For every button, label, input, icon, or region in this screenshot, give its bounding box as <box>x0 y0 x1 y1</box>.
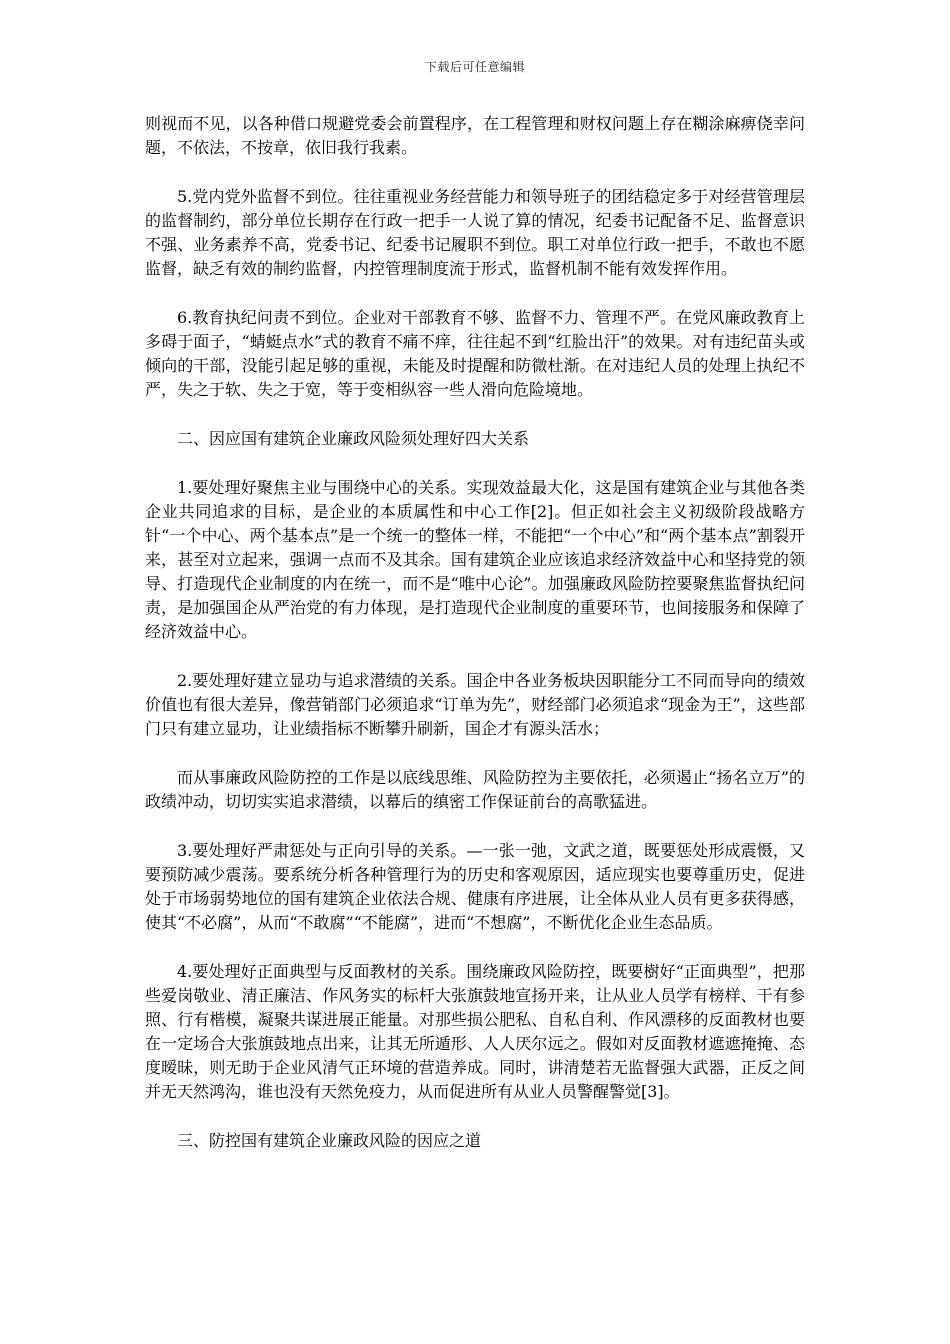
paragraph-item-6: 6.教育执纪问责不到位。企业对干部教育不够、监督不力、管理不严。在党风廉政教育上多碍于面子，“蜻蜓点水”式的教育不痛不痒，往往起不到“红脸出汗”的效果。对有违纪苗头或倾向的干部，没能引起足够的重视，未能及时提醒和防微杜渐。在对违纪人员的处理上执纪不严，失之于软、失之于宽，等于变相纵容一些人滑向危险境地。 <box>145 308 805 399</box>
section-heading-2: 二、因应国有建筑企业廉政风险须处理好四大关系 <box>177 429 530 448</box>
paragraph-relation-1: 1.要处理好聚焦主业与围绕中心的关系。实现效益最大化，这是国有建筑企业与其他各类企业共同追求的目标，是企业的本质属性和中心工作[2]。但正如社会主义初级阶段战略方针“一个中心、两个基本点”是一个统一的整体一样，不能把“一个中心”和“两个基本点”割裂开来，甚至对立起来，强调一点而不及其余。国有建筑企业应该追求经济效益中心和坚持党的领导、打造现代企业制度的内在统一，而不是“唯中心论”。加强廉政风险防控要聚焦监督执纪问责，是加强国企从严治党的有力体现，是打造现代企业制度的重要环节，也间接服务和保障了经济效益中心。 <box>145 478 805 641</box>
document-body <box>145 112 805 1178</box>
header-note: 下载后可任意编辑 <box>424 60 525 74</box>
section-heading-3: 三、防控国有建筑企业廉政风险的因应之道 <box>177 1131 482 1150</box>
paragraph-relation-3: 3.要处理好严肃惩处与正向引导的关系。—一张一弛，文武之道，既要惩处形成震慑，又要预防减少震荡。要系统分析各种管理行为的历史和客观原因，适应现实也要尊重历史，促进处于市场弱势地位的国有建筑企业依法合规、健康有序进展，让全体从业人员有更多获得感，使其“不必腐”，从而“不敢腐”“不能腐”，进而“不想腐”，不断优化企业生态品质。 <box>145 841 805 932</box>
paragraph-relation-4: 4.要处理好正面典型与反面教材的关系。围绕廉政风险防控，既要樹好“正面典型”，把那些爱岗敬业、清正廉洁、作风务实的标杆大张旗鼓地宣扬开来，让从业人员学有榜样、干有参照、行有楷模，凝聚共谋进展正能量。对那些损公肥私、自私自利、作风漂移的反面教材也要在一定场合大张旗鼓地点出来，让其无所遁形、人人厌尔远之。假如对反面教材遮遮掩掩、态度暧昧，则无助于企业风清气正环境的营造养成。同时，讲清楚若无监督强大武器，正反之间并无天然鸿沟，谁也没有天然免疫力，从而促进所有从业人员警醒警觉[3]。 <box>145 962 805 1101</box>
paragraph-relation-2: 2.要处理好建立显功与追求潜绩的关系。国企中各业务板块因职能分工不同而导向的绩效价值也有很大差异，像营销部门必须追求“订单为先”，财经部门必须追求“现金为王”，这些部门只有建立显功，让业绩指标不断攀升刷新，国企才有源头活水； <box>145 671 805 738</box>
paragraph-relation-2-cont: 而从事廉政风险防控的工作是以底线思维、风险防控为主要依托，必须遏止“扬名立万”的政绩冲动，切切实实追求潜绩，以幕后的缜密工作保证前台的高歌猛进。 <box>145 768 805 811</box>
paragraph-continuation: 则视而不见，以各种借口规避党委会前置程序，在工程管理和财权问题上存在糊涂麻痹侥幸问题，不依法，不按章，依旧我行我素。 <box>145 114 805 157</box>
paragraph-item-5: 5.党内党外监督不到位。往往重视业务经营能力和领导班子的团结稳定多于对经营管理层的监督制约，部分单位长期存在行政一把手一人说了算的情况，纪委书记配备不足、监督意识不强、业务素养不高，党委书记、纪委书记履职不到位。职工对单位行政一把手，不敢也不愿监督，缺乏有效的制约监督，内控管理制度流于形式，监督机制不能有效发挥作用。 <box>145 187 805 278</box>
